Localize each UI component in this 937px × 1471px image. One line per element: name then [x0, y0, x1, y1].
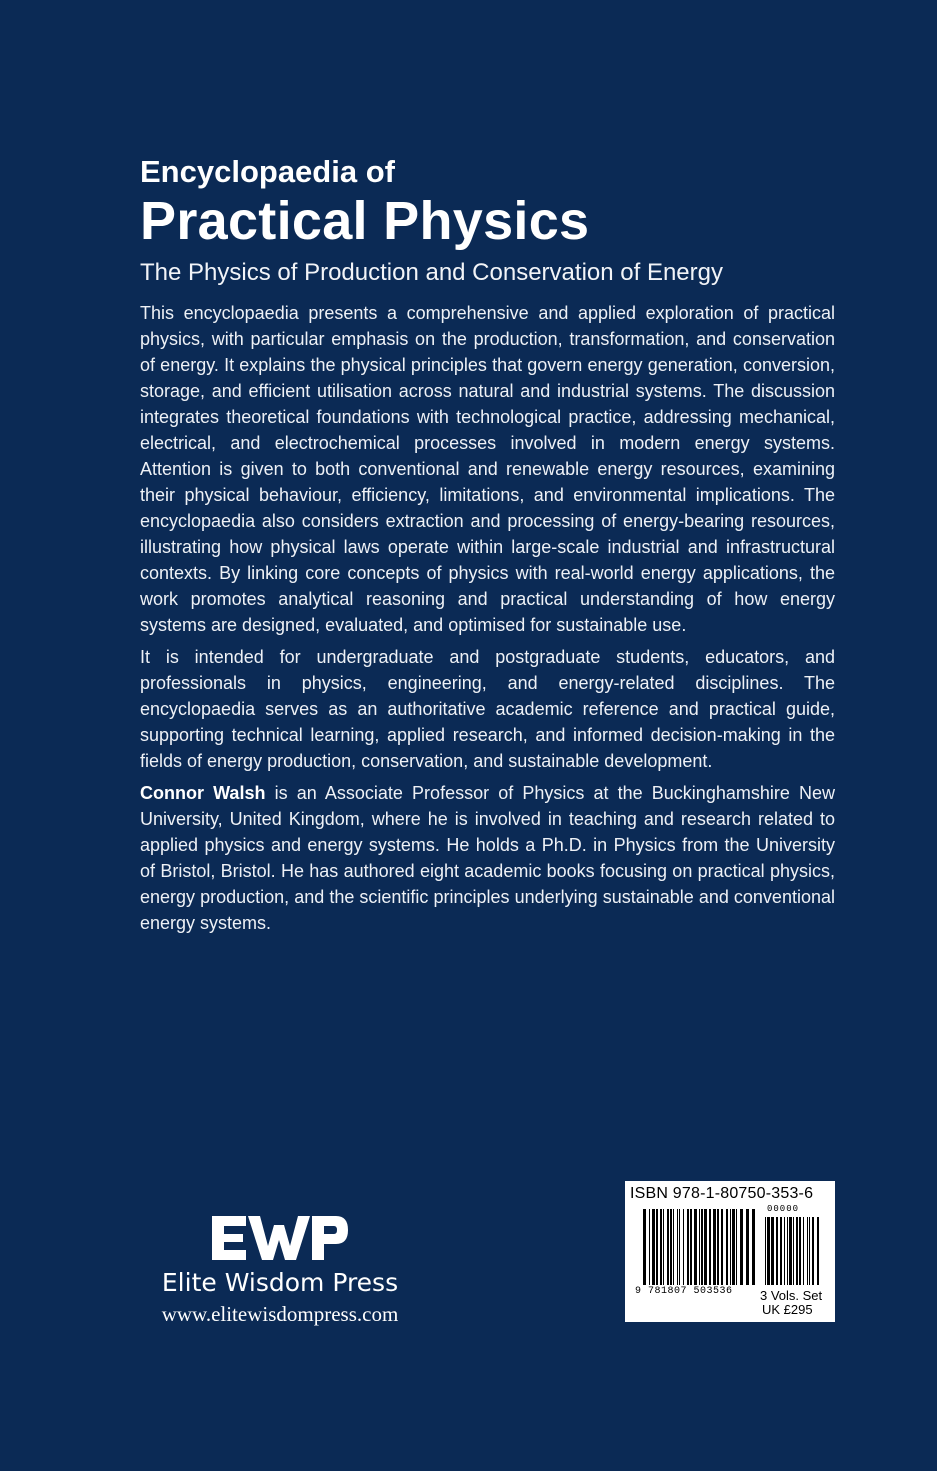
barcode-bar — [789, 1217, 792, 1285]
barcode-bar — [780, 1217, 782, 1285]
barcode-bar — [776, 1217, 778, 1285]
barcode-bar — [803, 1217, 804, 1285]
barcode-bar — [694, 1209, 697, 1285]
barcode-bar — [652, 1209, 655, 1285]
barcode-bar — [690, 1209, 692, 1285]
barcode-bar — [660, 1209, 662, 1285]
barcode-bar — [721, 1209, 723, 1285]
barcode-bar — [649, 1209, 650, 1285]
isbn-number: ISBN 978-1-80750-353-6 — [630, 1185, 814, 1202]
set-label: 3 Vols. Set — [760, 1288, 823, 1303]
barcode-digits: 9 781807 503536 — [635, 1286, 733, 1297]
price-label: UK £295 — [762, 1302, 813, 1317]
barcode-bar — [643, 1209, 646, 1285]
publisher-website: www.elitewisdompress.com — [161, 1302, 399, 1326]
barcode-bar — [809, 1217, 810, 1285]
barcode-bar — [683, 1209, 684, 1285]
blurb — [140, 300, 835, 942]
barcode-bar — [730, 1209, 731, 1285]
author-name: Connor Walsh — [140, 783, 266, 803]
barcode-bar — [787, 1217, 788, 1285]
barcode-bar — [709, 1209, 711, 1285]
barcode-bar — [767, 1217, 770, 1285]
barcode-bar — [793, 1217, 794, 1285]
barcode-bar — [679, 1209, 680, 1285]
barcode-bar — [771, 1217, 774, 1285]
barcode-bar — [701, 1209, 703, 1285]
blurb-paragraph-1: This encyclopaedia presents a comprehensive and applied exploration of practical physics, with particular emphasis on the production, transformation, and conservation of energy. It explains the physical principles that govern energy generation, conversion, storage, and efficient utilisation across natural and industrial systems. The discussion integrates theoretical foundations with technological practice, addressing mechanical, electrical, and electrochemical processes involved in modern energy systems. Attention is given to both conventional and renewable energy resources, examining their physical behaviour, efficiency, limitations, and environmental implications. The encyclopaedia also considers extraction and processing of energy-bearing resources, illustrating how physical laws operate within large-scale industrial and infrastructural contexts. By linking core concepts of physics with real-world energy applications, the work promotes analytical reasoning and practical understanding of how energy systems are designed, evaluated, and optimised for sustainable use. — [140, 303, 835, 635]
barcode-bar — [667, 1209, 669, 1285]
barcode-bar — [677, 1209, 678, 1285]
book-title: Practical Physics — [140, 191, 590, 251]
ewp-logo — [210, 1213, 350, 1263]
blurb-paragraph-2: It is intended for undergraduate and postgraduate students, educators, and professionals in physics, engineering, and energy-related disciplines. The encyclopaedia serves as an authoritative academic reference and practical guide, supporting technical learning, applied research, and informed decision-making in the fields of energy production, conservation, and sustainable development. — [140, 647, 835, 771]
barcode-bar — [746, 1209, 749, 1285]
title-prefix: Encyclopaedia of — [140, 154, 395, 189]
barcode-bar — [807, 1217, 808, 1285]
barcode-bar — [812, 1217, 814, 1285]
barcode-bar — [717, 1209, 719, 1285]
barcode-bar — [726, 1209, 728, 1285]
barcode-bar — [752, 1209, 755, 1285]
barcode-bar — [699, 1209, 700, 1285]
author-bio-text: is an Associate Professor of Physics at the Buckinghamshire New University, United Kingdom, where he is involved in teaching and research related to applied physics and energy systems. He holds a Ph.D. in Physics from the University of Bristol, Bristol. He has authored eight academic books focusing on practical physics, energy production, and the scientific principles underlying sustainable and conventional energy systems. — [140, 783, 836, 933]
isbn-barcode — [625, 1181, 835, 1322]
author-bio — [140, 780, 835, 936]
barcode-bar — [670, 1209, 672, 1285]
book-subtitle: The Physics of Production and Conservation of Energy — [140, 259, 723, 286]
barcode-addon-digits: 00000 — [767, 1204, 800, 1214]
barcode-bar — [673, 1209, 674, 1285]
barcode-bar — [740, 1209, 743, 1285]
barcode-bar — [656, 1209, 658, 1285]
barcode-bar — [663, 1209, 664, 1285]
barcode-bar — [713, 1209, 716, 1285]
barcode-bar — [687, 1209, 689, 1285]
barcode-bar — [817, 1217, 819, 1285]
publisher-name: Elite Wisdom Press — [161, 1268, 399, 1297]
barcode-bar — [736, 1209, 737, 1285]
barcode-bar — [732, 1209, 735, 1285]
title-block — [140, 153, 840, 289]
barcode-bar — [784, 1217, 785, 1285]
barcode-bar — [704, 1209, 707, 1285]
barcode-bar — [765, 1217, 766, 1285]
publisher-block — [140, 1213, 420, 1327]
barcode-bar — [796, 1217, 798, 1285]
barcode-bar — [799, 1217, 801, 1285]
